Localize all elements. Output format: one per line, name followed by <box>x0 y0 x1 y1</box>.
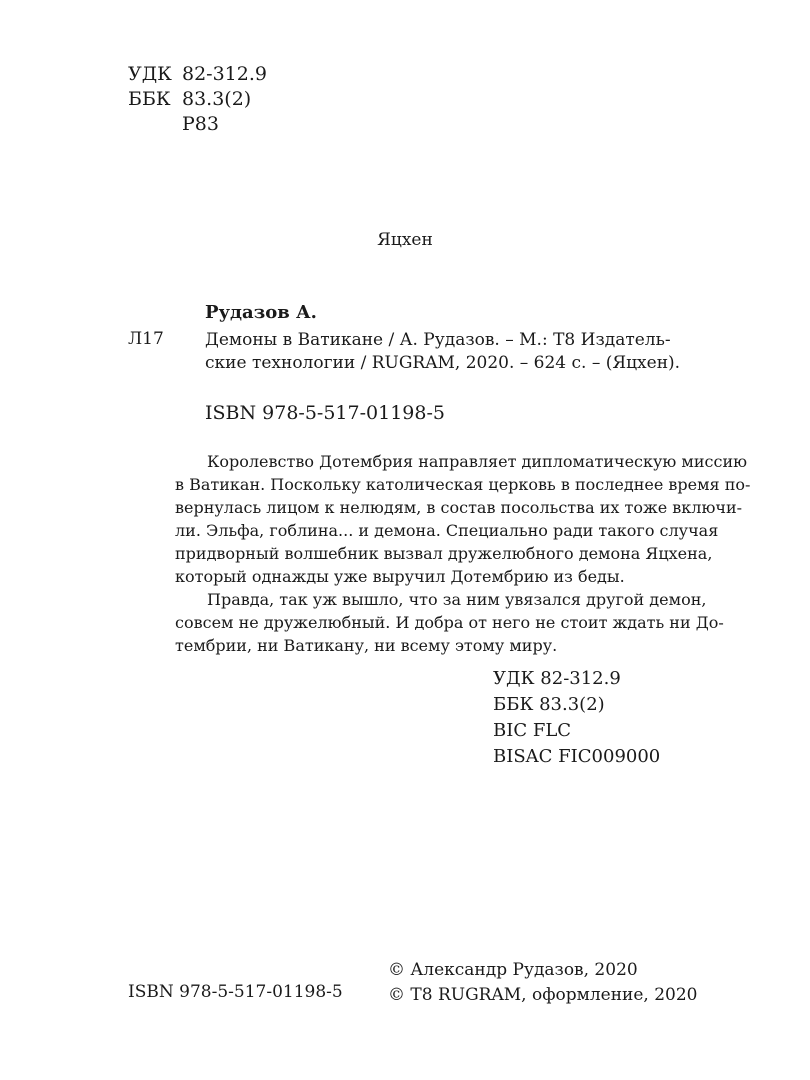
copyright-block <box>388 958 698 1008</box>
author-heading: Рудазов А. <box>205 302 317 323</box>
series-title: Яцхен <box>377 230 433 250</box>
isbn-main: ISBN 978-5-517-01198-5 <box>205 402 445 424</box>
udk-label: УДК <box>128 63 172 85</box>
author-mark: Р83 <box>182 113 219 135</box>
copyright-line: © Александр Рудазов, 2020 <box>388 960 638 980</box>
call-number: Л17 <box>128 329 164 349</box>
udk-value: 82-312.9 <box>182 63 267 85</box>
isbn-bottom: ISBN 978-5-517-01198-5 <box>128 982 343 1002</box>
bibliographic-line: ские технологии / RUGRAM, 2020. – 624 с. – (Яцхен). <box>205 353 681 373</box>
bbk-row <box>128 87 267 112</box>
classification-codes <box>493 666 660 770</box>
bbk-value: 83.3(2) <box>182 88 252 110</box>
classification-code: BISAC FIC009000 <box>493 746 661 767</box>
annotation-line: ли. Эльфа, гоблина... и демона. Специально ради такого случая <box>175 521 719 540</box>
classification-code: ББК 83.3(2) <box>493 694 605 715</box>
annotation-line: Правда, так уж вышло, что за ним увязался другой демон, <box>207 590 707 609</box>
annotation <box>175 450 751 657</box>
annotation-line: Королевство Дотембрия направляет дипломатическую миссию <box>207 452 748 471</box>
annotation-line: придворный волшебник вызвал дружелюбного демона Яцхена, <box>175 544 713 563</box>
annotation-line: совсем не дружелюбный. И добра от него не стоит ждать ни До- <box>175 613 724 632</box>
udk-row <box>128 62 267 87</box>
annotation-line: который однажды уже выручил Дотембрию из беды. <box>175 567 625 586</box>
bibliographic-description <box>205 329 680 375</box>
copyright-line: © Т8 RUGRAM, оформление, 2020 <box>388 985 698 1005</box>
classification-code: BIC FLC <box>493 720 572 741</box>
bbk-label: ББК <box>128 88 171 110</box>
classification-code: УДК 82-312.9 <box>493 668 621 689</box>
annotation-line: в Ватикан. Поскольку католическая церковь в последнее время по- <box>175 475 751 494</box>
annotation-line: тембрии, ни Ватикану, ни всему этому миру. <box>175 636 558 655</box>
top-classification-block <box>128 62 267 137</box>
bibliographic-line: Демоны в Ватикане / А. Рудазов. – М.: Т8 Издатель- <box>205 330 671 350</box>
annotation-line: вернулась лицом к нелюдям, в состав посольства их тоже включи- <box>175 498 743 517</box>
